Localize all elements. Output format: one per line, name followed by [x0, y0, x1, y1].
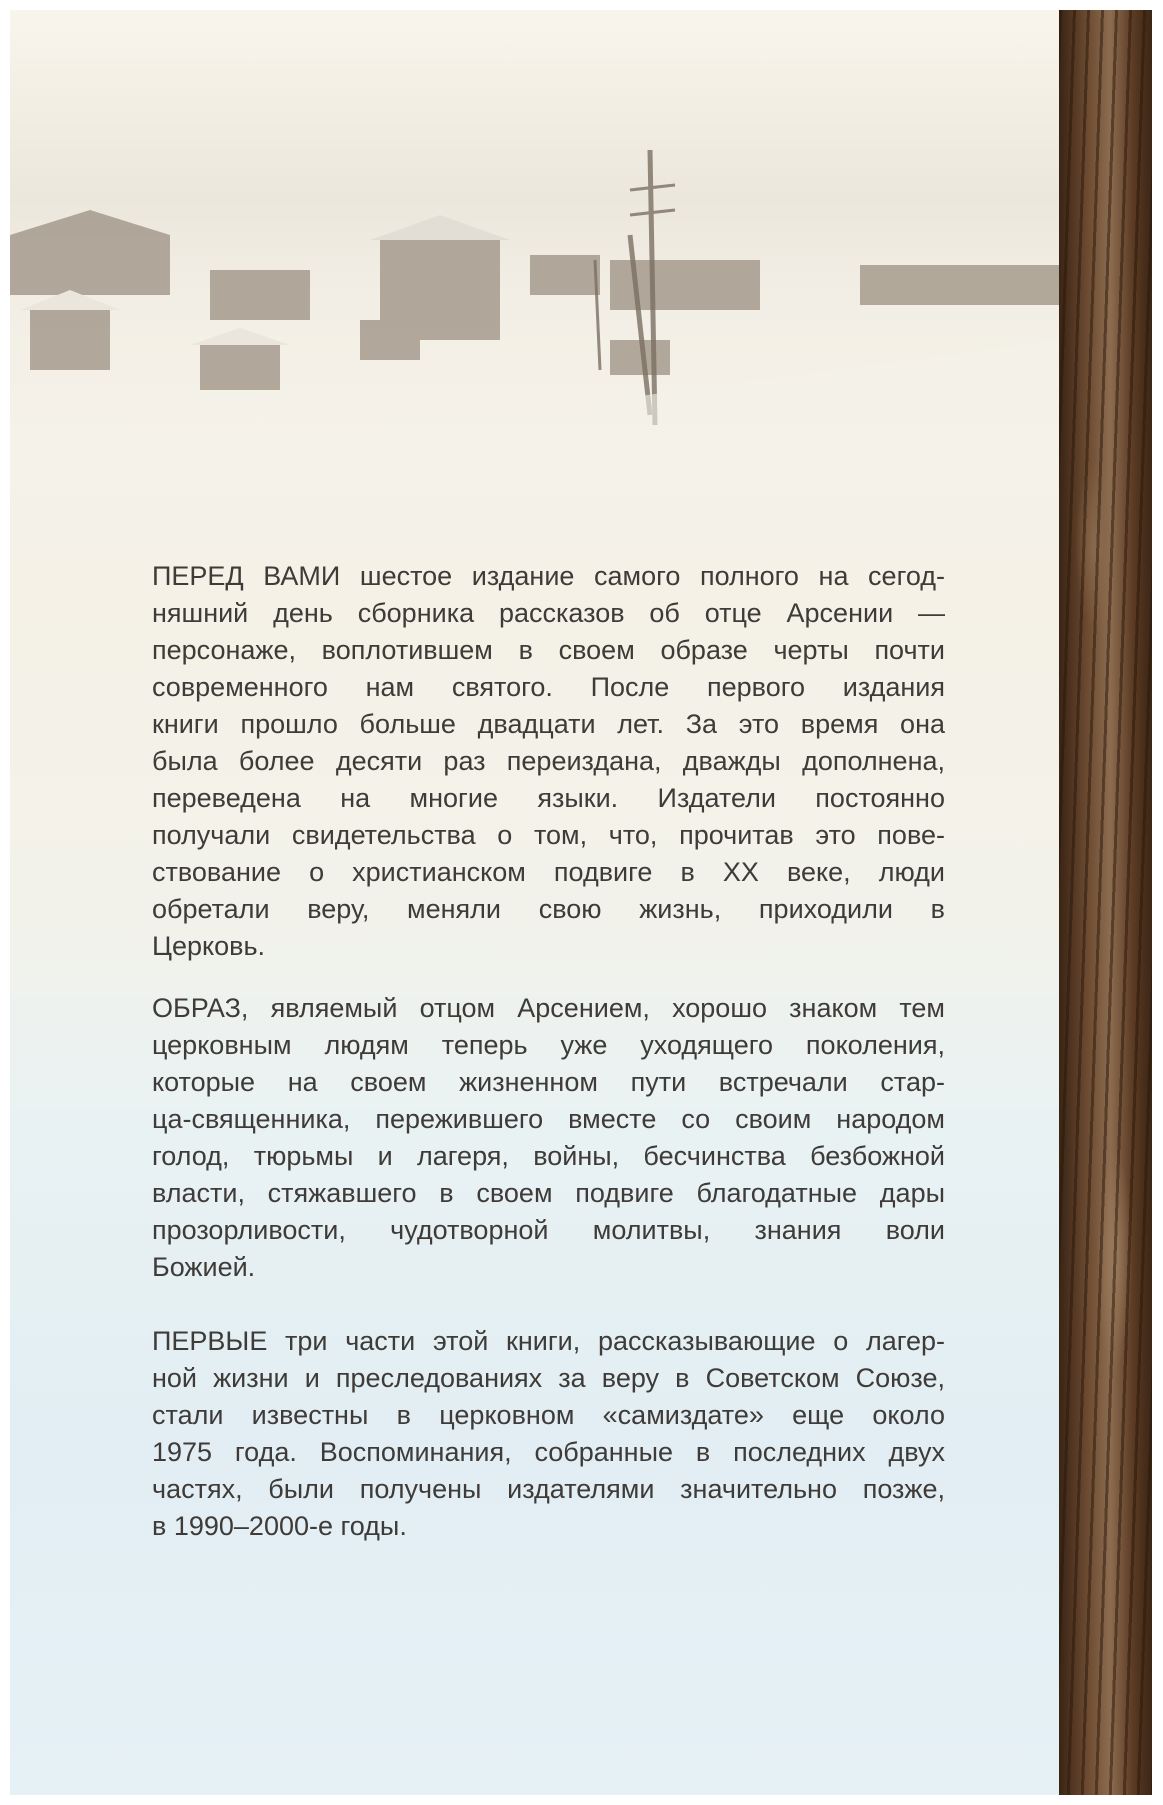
text-line: ПЕРЕД ВАМИ шестое издание самого полного на сегод- — [152, 561, 945, 591]
text-line: ной жизни и преследованиях за веру в Советском Союзе, — [152, 1363, 945, 1393]
text-line: власти, стяжавшего в своем подвиге благодатные дары — [152, 1178, 945, 1208]
text-line: прозорливости, чудотворной молитвы, знания воли — [152, 1215, 945, 1245]
text-line: частях, были получены издателями значительно позже, — [152, 1474, 945, 1504]
wood-texture-strip — [1059, 10, 1152, 1795]
text-line: Церковь. — [152, 931, 266, 961]
text-line: которые на своем жизненном пути встречали стар- — [152, 1067, 945, 1097]
text-line: обретали веру, меняли свою жизнь, приходили в — [152, 894, 945, 924]
text-line: церковным людям теперь уже уходящего поколения, — [152, 1030, 945, 1060]
text-line: персонаже, воплотившем в своем образе черты почти — [152, 635, 945, 665]
paragraph-3 — [152, 1323, 945, 1545]
winter-village-photo — [10, 10, 1059, 550]
paragraph-1 — [152, 558, 945, 965]
text-line: современного нам святого. После первого издания — [152, 672, 945, 702]
text-line: стали известны в церковном «самиздате» еще около — [152, 1400, 945, 1430]
text-line: Божией. — [152, 1252, 256, 1282]
text-line: ОБРАЗ, являемый отцом Арсением, хорошо знаком тем — [152, 993, 945, 1023]
text-line: получали свидетельства о том, что, прочитав это пове- — [152, 820, 945, 850]
text-line: голод, тюрьмы и лагеря, войны, бесчинства безбожной — [152, 1141, 945, 1171]
text-line: книги прошло больше двадцати лет. За это время она — [152, 709, 945, 739]
text-line: ПЕРВЫЕ три части этой книги, рассказывающие о лагер- — [152, 1326, 945, 1356]
text-line: ствование о христианском подвиге в XX веке, люди — [152, 857, 945, 887]
text-line: 1975 года. Воспоминания, собранные в последних двух — [152, 1437, 945, 1467]
paragraph-2 — [152, 990, 945, 1286]
text-line: ца-священника, пережившего вместе со своим народом — [152, 1104, 945, 1134]
text-line: была более десяти раз переиздана, дважды дополнена, — [152, 746, 945, 776]
text-line: в 1990–2000-е годы. — [152, 1511, 407, 1541]
text-line: переведена на многие языки. Издатели постоянно — [152, 783, 945, 813]
text-line: няшний день сборника рассказов об отце Арсении — — [152, 598, 945, 628]
